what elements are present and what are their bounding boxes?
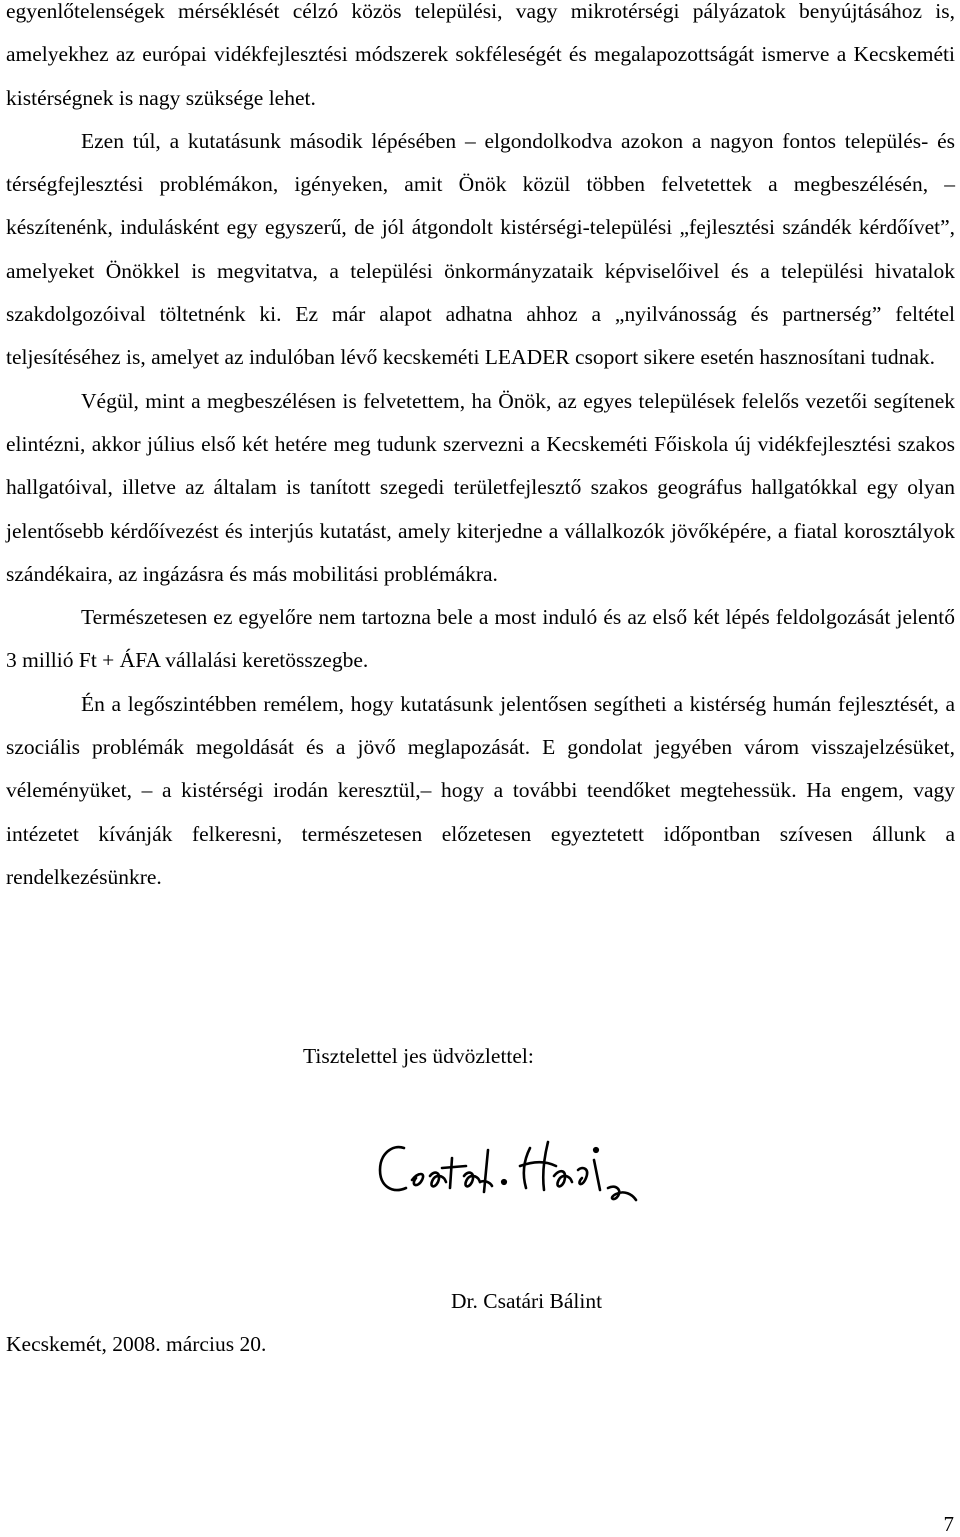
- paragraph-continuation: egyenlőtelenségek mérséklését célzó közös települési, vagy mikrotérségi pályázatok benyújtásához is, amelyekhez az európai vidékfejlesztési módszerek sokféleségét és megalapozottságát ismerve a Kecskeméti kistérségnek is nagy szüksége lehet.: [6, 0, 955, 110]
- closing-salutation: Tisztelettel jes üdvözlettel:: [303, 1044, 534, 1068]
- paragraph-budget-note: Természetesen ez egyelőre nem tartozna bele a most induló és az első két lépés feldolgozását jelentő 3 millió Ft + ÁFA vállalási keretösszegbe.: [6, 605, 955, 673]
- paragraph-research-second-step: Ezen túl, a kutatásunk második lépésében – elgondolkodva azokon a nagyon fontos település- és térségfejlesztési problémákon, igényeken, amit Önök közül többen felvetettek a megbeszélésén, – készítenénk, indulásként egy egyszerű, de jól átgondolt kistérségi-települési „fejlesztési szándék kérdőívet”, amelyeket Önökkel is megvitatva, a települési önkormányzataik képviselőivel és a települési hivatalok szakdolgozóival töltetnénk ki. Ez már alapot adhatna ahhoz a „nyilvánosság és partnerség” feltétel teljesítéséhez is, amelyet az indulóban lévő kecskeméti LEADER csoport sikere esetén hasznosítani tudnak.: [6, 128, 955, 370]
- paragraph-survey-proposal: Végül, mint a megbeszélésen is felvetettem, ha Önök, az egyes települések felelős vezetői segítenek elintézni, akkor július első két hetére meg tudunk szervezni a Kecskeméti Főiskola új vidékfejlesztési szakos hallgatóival, illetve az általam is tanított szegedi területfejlesztő szakos geográfus hallgatókkal egy olyan jelentősebb kérdőívezést és interjús kutatást, amely kiterjedne a vállalkozók jövőképére, a fiatal korosztályok szándékaira, az ingázásra és más mobilitási problémákra.: [6, 388, 955, 586]
- paragraph-closing-remarks: Én a legőszintébben remélem, hogy kutatásunk jelentősen segítheti a kistérség humán fejlesztését, a szociális problémák megoldását és a jövő meglapozását. E gondolat jegyében várom visszajelzésüket, véleményüket, – a kistérségi irodán keresztül,– hogy a további teendőket megtehessük. Ha engem, vagy intézetet kívánják felkeresni, természetesen előzetesen egyeztetett időpontban szívesen állunk a rendelkezésünkre.: [6, 691, 955, 889]
- place-and-date: Kecskemét, 2008. március 20.: [6, 1332, 267, 1356]
- document-page: [6, 0, 955, 899]
- page-number: 7: [943, 1512, 954, 1536]
- handwritten-signature: [372, 1130, 642, 1210]
- signer-name: Dr. Csatári Bálint: [451, 1289, 603, 1313]
